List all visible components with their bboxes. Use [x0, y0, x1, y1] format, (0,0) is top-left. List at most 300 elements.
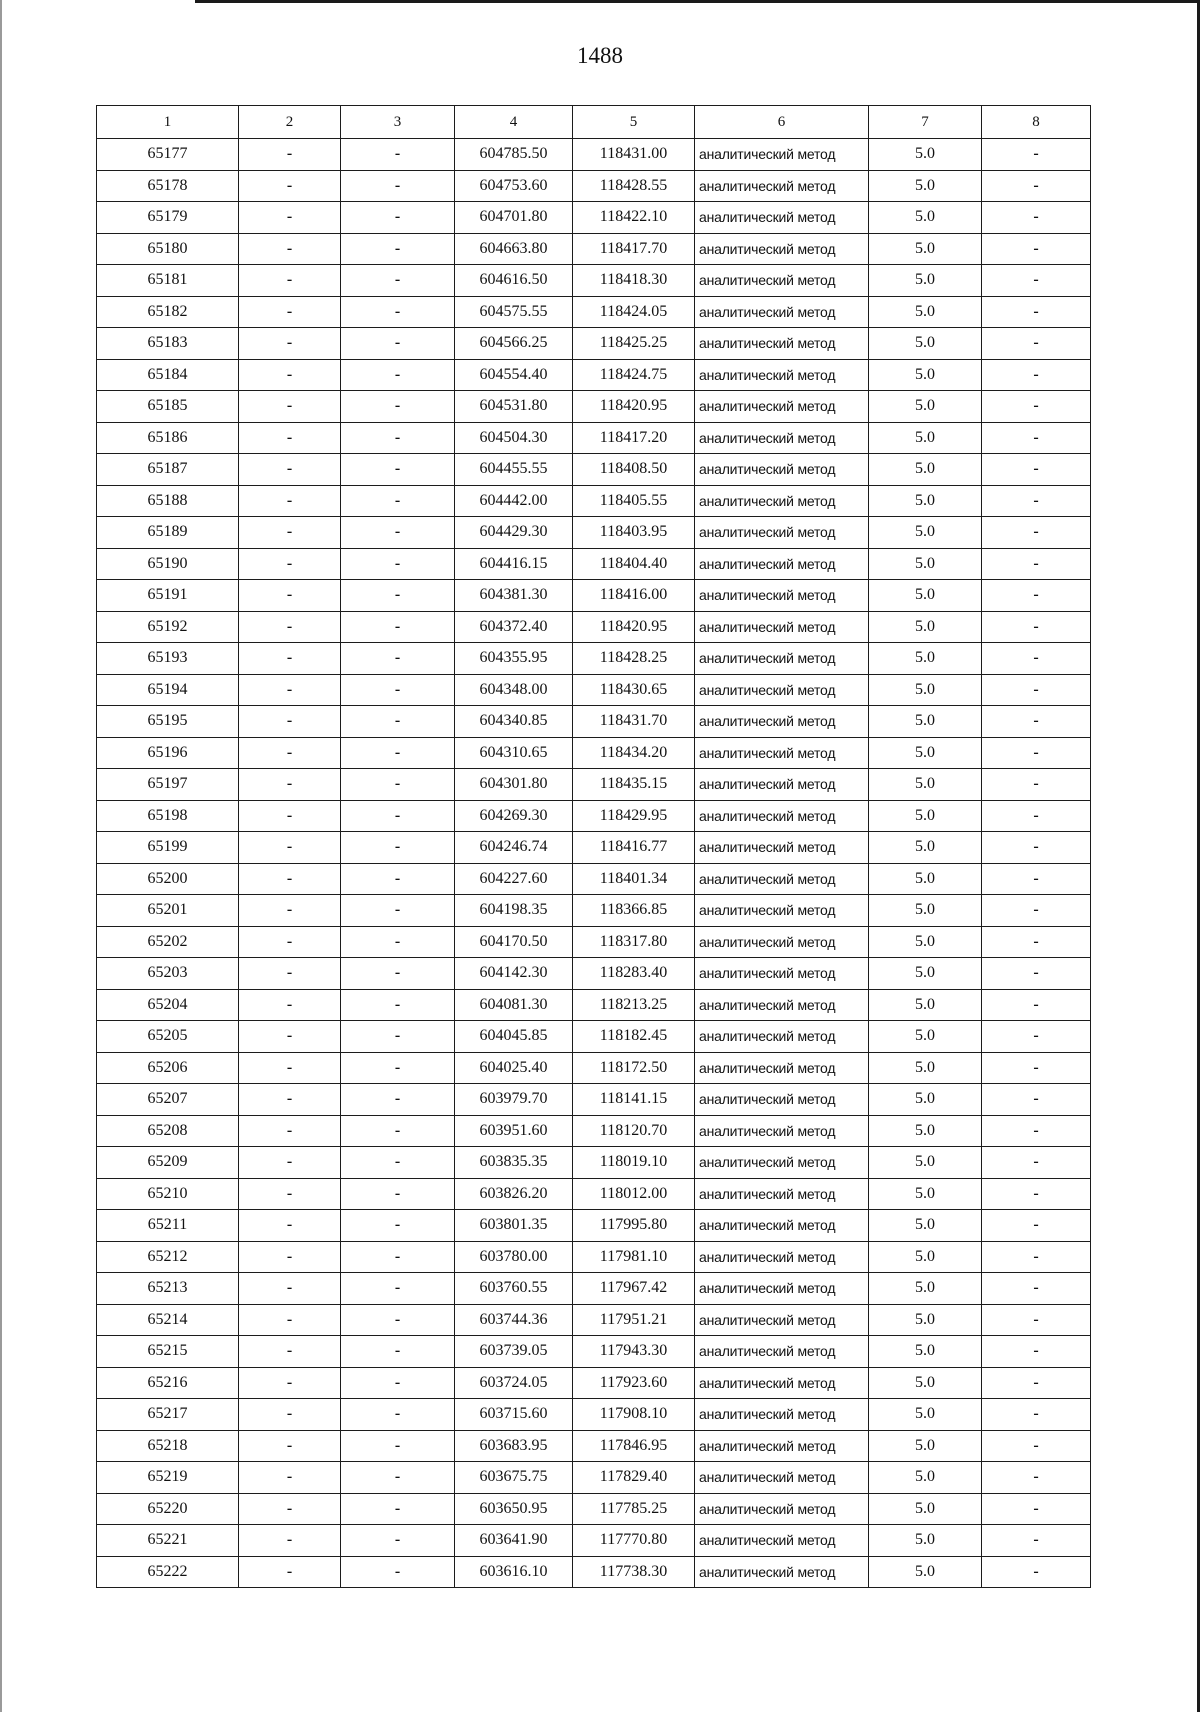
accuracy-cell: 5.0: [869, 832, 982, 864]
point-number-cell: 65192: [97, 611, 239, 643]
y-coordinate-cell: 118283.40: [573, 958, 695, 990]
y-coordinate-cell: 118141.15: [573, 1084, 695, 1116]
table-row: [97, 1430, 1091, 1462]
accuracy-cell: 5.0: [869, 1336, 982, 1368]
col2-value-cell: -: [239, 454, 341, 486]
y-coordinate-cell: 118417.20: [573, 422, 695, 454]
y-coordinate-cell: 118416.00: [573, 580, 695, 612]
col8-value-cell: -: [982, 454, 1091, 486]
col3-value-cell: -: [341, 863, 455, 895]
accuracy-cell: 5.0: [869, 139, 982, 171]
point-number-cell: 65218: [97, 1430, 239, 1462]
col3-value-cell: -: [341, 832, 455, 864]
col2-value-cell: -: [239, 1273, 341, 1305]
method-cell: аналитический метод: [695, 1241, 869, 1273]
x-coordinate-cell: 604227.60: [455, 863, 573, 895]
table-row: [97, 517, 1091, 549]
accuracy-cell: 5.0: [869, 769, 982, 801]
method-cell: аналитический метод: [695, 1556, 869, 1588]
point-number-cell: 65179: [97, 202, 239, 234]
col8-value-cell: -: [982, 580, 1091, 612]
col8-value-cell: -: [982, 1304, 1091, 1336]
col8-value-cell: -: [982, 674, 1091, 706]
x-coordinate-cell: 604301.80: [455, 769, 573, 801]
col8-value-cell: -: [982, 1084, 1091, 1116]
scan-edge-left: [0, 0, 2, 1712]
method-cell: аналитический метод: [695, 1304, 869, 1336]
col2-value-cell: -: [239, 517, 341, 549]
point-number-cell: 65205: [97, 1021, 239, 1053]
accuracy-cell: 5.0: [869, 454, 982, 486]
y-coordinate-cell: 118418.30: [573, 265, 695, 297]
col2-value-cell: -: [239, 1147, 341, 1179]
col2-value-cell: -: [239, 1430, 341, 1462]
col2-value-cell: -: [239, 1525, 341, 1557]
accuracy-cell: 5.0: [869, 391, 982, 423]
point-number-cell: 65198: [97, 800, 239, 832]
x-coordinate-cell: 603616.10: [455, 1556, 573, 1588]
col8-value-cell: -: [982, 643, 1091, 675]
col3-value-cell: -: [341, 1430, 455, 1462]
point-number-cell: 65182: [97, 296, 239, 328]
col8-value-cell: -: [982, 1273, 1091, 1305]
col3-value-cell: -: [341, 1556, 455, 1588]
accuracy-cell: 5.0: [869, 359, 982, 391]
column-header-2: 2: [239, 106, 341, 139]
method-cell: аналитический метод: [695, 454, 869, 486]
y-coordinate-cell: 118408.50: [573, 454, 695, 486]
x-coordinate-cell: 603683.95: [455, 1430, 573, 1462]
accuracy-cell: 5.0: [869, 1556, 982, 1588]
accuracy-cell: 5.0: [869, 1115, 982, 1147]
col2-value-cell: -: [239, 485, 341, 517]
accuracy-cell: 5.0: [869, 233, 982, 265]
accuracy-cell: 5.0: [869, 611, 982, 643]
y-coordinate-cell: 118213.25: [573, 989, 695, 1021]
col3-value-cell: -: [341, 769, 455, 801]
accuracy-cell: 5.0: [869, 328, 982, 360]
col3-value-cell: -: [341, 139, 455, 171]
col8-value-cell: -: [982, 611, 1091, 643]
point-number-cell: 65193: [97, 643, 239, 675]
y-coordinate-cell: 117967.42: [573, 1273, 695, 1305]
x-coordinate-cell: 604416.15: [455, 548, 573, 580]
point-number-cell: 65221: [97, 1525, 239, 1557]
col2-value-cell: -: [239, 1052, 341, 1084]
point-number-cell: 65209: [97, 1147, 239, 1179]
column-header-6: 6: [695, 106, 869, 139]
col8-value-cell: -: [982, 328, 1091, 360]
accuracy-cell: 5.0: [869, 1525, 982, 1557]
method-cell: аналитический метод: [695, 832, 869, 864]
col2-value-cell: -: [239, 895, 341, 927]
x-coordinate-cell: 604269.30: [455, 800, 573, 832]
table-row: [97, 580, 1091, 612]
table-row: [97, 1304, 1091, 1336]
col3-value-cell: -: [341, 674, 455, 706]
y-coordinate-cell: 118420.95: [573, 391, 695, 423]
table-row: [97, 895, 1091, 927]
method-cell: аналитический метод: [695, 1367, 869, 1399]
x-coordinate-cell: 604170.50: [455, 926, 573, 958]
col3-value-cell: -: [341, 265, 455, 297]
col3-value-cell: -: [341, 989, 455, 1021]
col3-value-cell: -: [341, 422, 455, 454]
method-cell: аналитический метод: [695, 1021, 869, 1053]
col3-value-cell: -: [341, 202, 455, 234]
x-coordinate-cell: 603826.20: [455, 1178, 573, 1210]
x-coordinate-cell: 603760.55: [455, 1273, 573, 1305]
point-number-cell: 65178: [97, 170, 239, 202]
method-cell: аналитический метод: [695, 202, 869, 234]
method-cell: аналитический метод: [695, 1178, 869, 1210]
method-cell: аналитический метод: [695, 863, 869, 895]
point-number-cell: 65215: [97, 1336, 239, 1368]
accuracy-cell: 5.0: [869, 1462, 982, 1494]
col8-value-cell: -: [982, 517, 1091, 549]
method-cell: аналитический метод: [695, 611, 869, 643]
col2-value-cell: -: [239, 674, 341, 706]
col3-value-cell: -: [341, 1210, 455, 1242]
y-coordinate-cell: 118405.55: [573, 485, 695, 517]
table-header: [97, 106, 1091, 139]
point-number-cell: 65202: [97, 926, 239, 958]
x-coordinate-cell: 603641.90: [455, 1525, 573, 1557]
col3-value-cell: -: [341, 485, 455, 517]
accuracy-cell: 5.0: [869, 958, 982, 990]
col8-value-cell: -: [982, 1556, 1091, 1588]
col8-value-cell: -: [982, 1493, 1091, 1525]
y-coordinate-cell: 117829.40: [573, 1462, 695, 1494]
x-coordinate-cell: 604455.55: [455, 454, 573, 486]
col3-value-cell: -: [341, 391, 455, 423]
accuracy-cell: 5.0: [869, 1084, 982, 1116]
table-row: [97, 926, 1091, 958]
x-coordinate-cell: 603979.70: [455, 1084, 573, 1116]
x-coordinate-cell: 604081.30: [455, 989, 573, 1021]
table-body: [97, 139, 1091, 1588]
col3-value-cell: -: [341, 454, 455, 486]
col8-value-cell: -: [982, 265, 1091, 297]
y-coordinate-cell: 118403.95: [573, 517, 695, 549]
table-row: [97, 674, 1091, 706]
column-header-3: 3: [341, 106, 455, 139]
method-cell: аналитический метод: [695, 1210, 869, 1242]
point-number-cell: 65220: [97, 1493, 239, 1525]
column-header-5: 5: [573, 106, 695, 139]
point-number-cell: 65213: [97, 1273, 239, 1305]
col3-value-cell: -: [341, 1525, 455, 1557]
y-coordinate-cell: 118404.40: [573, 548, 695, 580]
col3-value-cell: -: [341, 548, 455, 580]
col3-value-cell: -: [341, 1493, 455, 1525]
col8-value-cell: -: [982, 391, 1091, 423]
col8-value-cell: -: [982, 202, 1091, 234]
accuracy-cell: 5.0: [869, 1304, 982, 1336]
x-coordinate-cell: 603801.35: [455, 1210, 573, 1242]
x-coordinate-cell: 603715.60: [455, 1399, 573, 1431]
col3-value-cell: -: [341, 296, 455, 328]
table-row: [97, 1273, 1091, 1305]
table-row: [97, 139, 1091, 171]
point-number-cell: 65216: [97, 1367, 239, 1399]
point-number-cell: 65219: [97, 1462, 239, 1494]
accuracy-cell: 5.0: [869, 580, 982, 612]
accuracy-cell: 5.0: [869, 1052, 982, 1084]
x-coordinate-cell: 603739.05: [455, 1336, 573, 1368]
method-cell: аналитический метод: [695, 958, 869, 990]
col3-value-cell: -: [341, 580, 455, 612]
table-row: [97, 391, 1091, 423]
x-coordinate-cell: 604616.50: [455, 265, 573, 297]
col8-value-cell: -: [982, 1525, 1091, 1557]
y-coordinate-cell: 117981.10: [573, 1241, 695, 1273]
col3-value-cell: -: [341, 1052, 455, 1084]
method-cell: аналитический метод: [695, 328, 869, 360]
col8-value-cell: -: [982, 1399, 1091, 1431]
table-row: [97, 1115, 1091, 1147]
point-number-cell: 65185: [97, 391, 239, 423]
method-cell: аналитический метод: [695, 422, 869, 454]
table-row: [97, 611, 1091, 643]
x-coordinate-cell: 604348.00: [455, 674, 573, 706]
scan-edge-top: [195, 0, 1200, 3]
col2-value-cell: -: [239, 643, 341, 675]
table-row: [97, 989, 1091, 1021]
x-coordinate-cell: 603744.36: [455, 1304, 573, 1336]
point-number-cell: 65199: [97, 832, 239, 864]
col2-value-cell: -: [239, 1210, 341, 1242]
x-coordinate-cell: 603675.75: [455, 1462, 573, 1494]
table-row: [97, 737, 1091, 769]
table-row: [97, 958, 1091, 990]
col3-value-cell: -: [341, 1462, 455, 1494]
method-cell: аналитический метод: [695, 1273, 869, 1305]
method-cell: аналитический метод: [695, 485, 869, 517]
x-coordinate-cell: 604246.74: [455, 832, 573, 864]
point-number-cell: 65187: [97, 454, 239, 486]
y-coordinate-cell: 118012.00: [573, 1178, 695, 1210]
col3-value-cell: -: [341, 1241, 455, 1273]
col8-value-cell: -: [982, 359, 1091, 391]
method-cell: аналитический метод: [695, 737, 869, 769]
col3-value-cell: -: [341, 611, 455, 643]
x-coordinate-cell: 604785.50: [455, 139, 573, 171]
method-cell: аналитический метод: [695, 643, 869, 675]
table-row: [97, 1052, 1091, 1084]
accuracy-cell: 5.0: [869, 1241, 982, 1273]
point-number-cell: 65180: [97, 233, 239, 265]
col8-value-cell: -: [982, 1210, 1091, 1242]
accuracy-cell: 5.0: [869, 643, 982, 675]
col8-value-cell: -: [982, 1241, 1091, 1273]
accuracy-cell: 5.0: [869, 1178, 982, 1210]
point-number-cell: 65217: [97, 1399, 239, 1431]
method-cell: аналитический метод: [695, 989, 869, 1021]
y-coordinate-cell: 117923.60: [573, 1367, 695, 1399]
method-cell: аналитический метод: [695, 296, 869, 328]
col2-value-cell: -: [239, 296, 341, 328]
accuracy-cell: 5.0: [869, 1399, 982, 1431]
col2-value-cell: -: [239, 989, 341, 1021]
col2-value-cell: -: [239, 391, 341, 423]
col2-value-cell: -: [239, 1084, 341, 1116]
point-number-cell: 65204: [97, 989, 239, 1021]
method-cell: аналитический метод: [695, 233, 869, 265]
y-coordinate-cell: 118019.10: [573, 1147, 695, 1179]
method-cell: аналитический метод: [695, 1525, 869, 1557]
method-cell: аналитический метод: [695, 1084, 869, 1116]
coordinates-table: [96, 105, 1091, 1588]
accuracy-cell: 5.0: [869, 202, 982, 234]
table-row: [97, 548, 1091, 580]
method-cell: аналитический метод: [695, 1462, 869, 1494]
x-coordinate-cell: 603780.00: [455, 1241, 573, 1273]
accuracy-cell: 5.0: [869, 1210, 982, 1242]
accuracy-cell: 5.0: [869, 1367, 982, 1399]
col3-value-cell: -: [341, 1115, 455, 1147]
accuracy-cell: 5.0: [869, 485, 982, 517]
x-coordinate-cell: 604566.25: [455, 328, 573, 360]
col8-value-cell: -: [982, 706, 1091, 738]
y-coordinate-cell: 117770.80: [573, 1525, 695, 1557]
x-coordinate-cell: 604372.40: [455, 611, 573, 643]
accuracy-cell: 5.0: [869, 422, 982, 454]
x-coordinate-cell: 604025.40: [455, 1052, 573, 1084]
accuracy-cell: 5.0: [869, 548, 982, 580]
col8-value-cell: -: [982, 863, 1091, 895]
col2-value-cell: -: [239, 800, 341, 832]
table-row: [97, 706, 1091, 738]
accuracy-cell: 5.0: [869, 1021, 982, 1053]
col8-value-cell: -: [982, 1462, 1091, 1494]
point-number-cell: 65222: [97, 1556, 239, 1588]
table-row: [97, 296, 1091, 328]
table-row: [97, 643, 1091, 675]
accuracy-cell: 5.0: [869, 1493, 982, 1525]
y-coordinate-cell: 118434.20: [573, 737, 695, 769]
col8-value-cell: -: [982, 233, 1091, 265]
y-coordinate-cell: 118422.10: [573, 202, 695, 234]
table-row: [97, 1084, 1091, 1116]
accuracy-cell: 5.0: [869, 674, 982, 706]
col8-value-cell: -: [982, 170, 1091, 202]
x-coordinate-cell: 604554.40: [455, 359, 573, 391]
y-coordinate-cell: 118430.65: [573, 674, 695, 706]
method-cell: аналитический метод: [695, 1493, 869, 1525]
col2-value-cell: -: [239, 863, 341, 895]
accuracy-cell: 5.0: [869, 706, 982, 738]
col3-value-cell: -: [341, 1147, 455, 1179]
y-coordinate-cell: 117908.10: [573, 1399, 695, 1431]
col8-value-cell: -: [982, 737, 1091, 769]
x-coordinate-cell: 603951.60: [455, 1115, 573, 1147]
col3-value-cell: -: [341, 359, 455, 391]
col2-value-cell: -: [239, 1367, 341, 1399]
x-coordinate-cell: 604663.80: [455, 233, 573, 265]
accuracy-cell: 5.0: [869, 800, 982, 832]
x-coordinate-cell: 604531.80: [455, 391, 573, 423]
point-number-cell: 65207: [97, 1084, 239, 1116]
y-coordinate-cell: 118120.70: [573, 1115, 695, 1147]
table-row: [97, 863, 1091, 895]
y-coordinate-cell: 118429.95: [573, 800, 695, 832]
point-number-cell: 65186: [97, 422, 239, 454]
col8-value-cell: -: [982, 1115, 1091, 1147]
y-coordinate-cell: 117846.95: [573, 1430, 695, 1462]
col2-value-cell: -: [239, 737, 341, 769]
x-coordinate-cell: 603724.05: [455, 1367, 573, 1399]
col2-value-cell: -: [239, 1462, 341, 1494]
col8-value-cell: -: [982, 485, 1091, 517]
accuracy-cell: 5.0: [869, 1273, 982, 1305]
point-number-cell: 65190: [97, 548, 239, 580]
table-row: [97, 1367, 1091, 1399]
table-row: [97, 1493, 1091, 1525]
point-number-cell: 65203: [97, 958, 239, 990]
method-cell: аналитический метод: [695, 1147, 869, 1179]
method-cell: аналитический метод: [695, 895, 869, 927]
point-number-cell: 65211: [97, 1210, 239, 1242]
point-number-cell: 65197: [97, 769, 239, 801]
method-cell: аналитический метод: [695, 139, 869, 171]
accuracy-cell: 5.0: [869, 265, 982, 297]
method-cell: аналитический метод: [695, 265, 869, 297]
column-header-8: 8: [982, 106, 1091, 139]
table-row: [97, 1178, 1091, 1210]
table-row: [97, 800, 1091, 832]
col8-value-cell: -: [982, 1367, 1091, 1399]
y-coordinate-cell: 118424.05: [573, 296, 695, 328]
col3-value-cell: -: [341, 328, 455, 360]
table-row: [97, 454, 1091, 486]
col8-value-cell: -: [982, 989, 1091, 1021]
point-number-cell: 65201: [97, 895, 239, 927]
x-coordinate-cell: 604575.55: [455, 296, 573, 328]
point-number-cell: 65183: [97, 328, 239, 360]
accuracy-cell: 5.0: [869, 1147, 982, 1179]
y-coordinate-cell: 118420.95: [573, 611, 695, 643]
col8-value-cell: -: [982, 1147, 1091, 1179]
point-number-cell: 65184: [97, 359, 239, 391]
col8-value-cell: -: [982, 296, 1091, 328]
point-number-cell: 65194: [97, 674, 239, 706]
table-row: [97, 265, 1091, 297]
accuracy-cell: 5.0: [869, 517, 982, 549]
accuracy-cell: 5.0: [869, 895, 982, 927]
header-row: [97, 106, 1091, 139]
y-coordinate-cell: 118417.70: [573, 233, 695, 265]
y-coordinate-cell: 118428.25: [573, 643, 695, 675]
col8-value-cell: -: [982, 1336, 1091, 1368]
table-row: [97, 1399, 1091, 1431]
col2-value-cell: -: [239, 422, 341, 454]
table-row: [97, 1241, 1091, 1273]
y-coordinate-cell: 117995.80: [573, 1210, 695, 1242]
y-coordinate-cell: 118401.34: [573, 863, 695, 895]
y-coordinate-cell: 117951.21: [573, 1304, 695, 1336]
col2-value-cell: -: [239, 328, 341, 360]
x-coordinate-cell: 604753.60: [455, 170, 573, 202]
col3-value-cell: -: [341, 643, 455, 675]
col2-value-cell: -: [239, 769, 341, 801]
col2-value-cell: -: [239, 706, 341, 738]
col2-value-cell: -: [239, 202, 341, 234]
point-number-cell: 65212: [97, 1241, 239, 1273]
y-coordinate-cell: 118424.75: [573, 359, 695, 391]
y-coordinate-cell: 118366.85: [573, 895, 695, 927]
col3-value-cell: -: [341, 1399, 455, 1431]
